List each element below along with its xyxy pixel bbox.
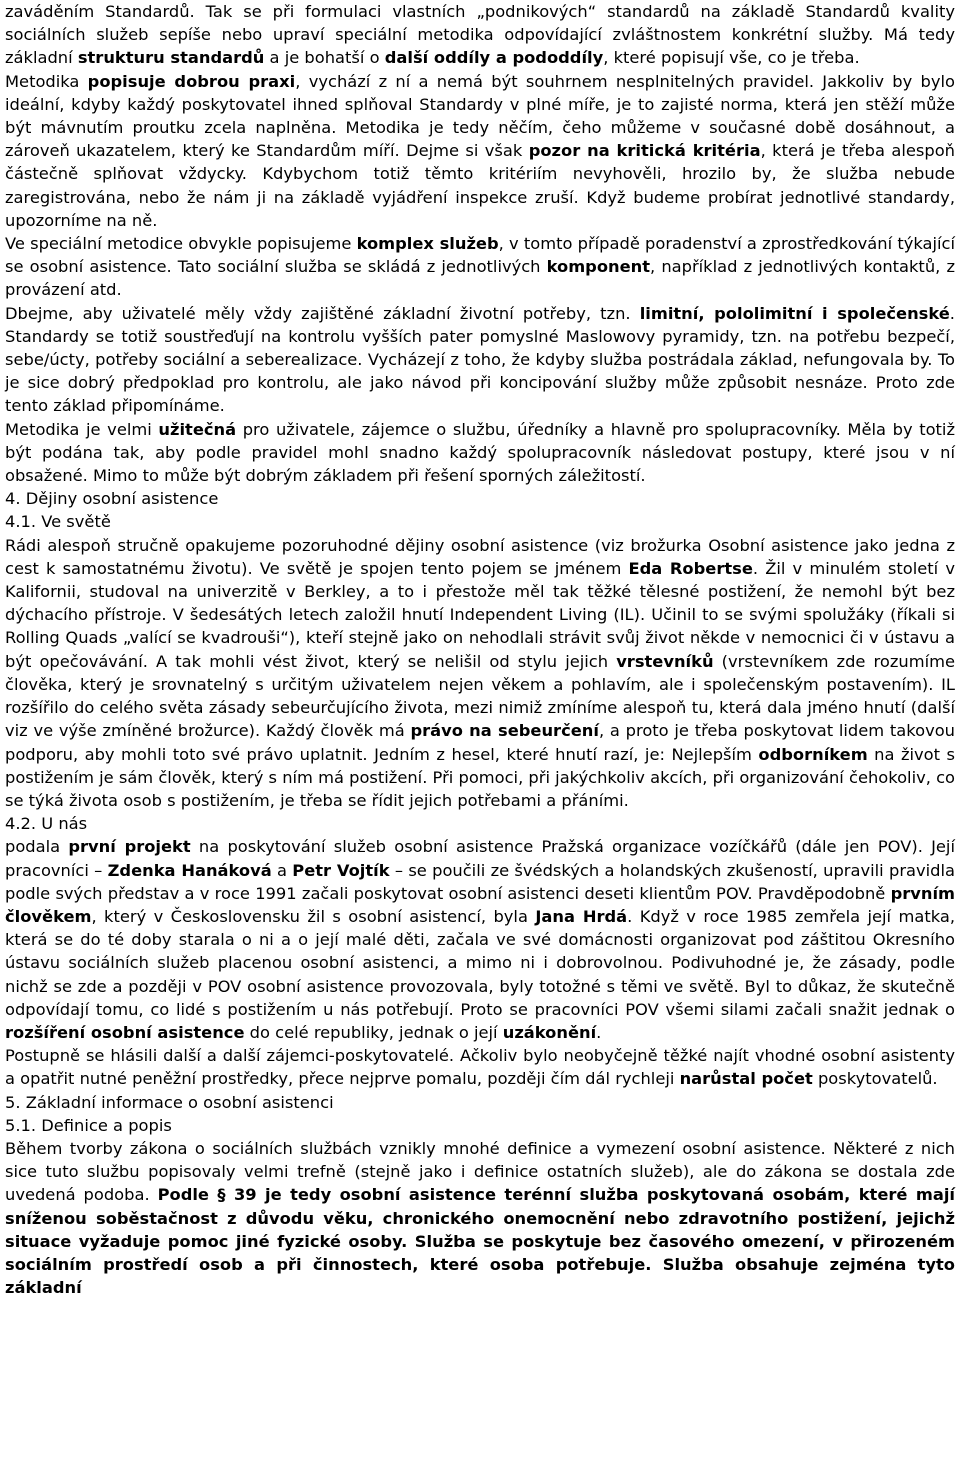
text-run: 5.1. Definice a popis — [5, 1115, 172, 1135]
bold-text-run: Jana Hrdá — [535, 906, 628, 926]
text-run: Dbejme, aby uživatelé měly vždy zajištěné základní životní potřeby, tzn. — [5, 303, 640, 323]
text-run: (vrstevníkem zde rozumíme člověka, který je srovnatelný s určitým uživatelem nejen věkem a pohlavím, ale i společenským postavením). IL rozšířilo do celého světa zásady sebeurčujícího života, mezi nimiž zmíníme alespoň tu, která dala jméno hnutí (další viz ve výše zmíněné brožurce). Každý člověk má — [5, 651, 955, 741]
body-paragraph — [5, 0, 955, 70]
text-run: – se poučili ze švédských a holandských zkušeností, upravili pravidla podle svých představ a v roce 1991 začali poskytovat osobní asistenci deseti klientům POV. Pravděpodobně — [5, 860, 955, 903]
text-run: pro uživatele, zájemce o službu, úředníky a hlavně pro spolupracovníky. Měla by totiž být podána tak, aby podle pravidel mohl snadno každý spolupracovník následovat postupy, které jsou v ní obsažené. Mimo to může být dobrým základem při řešení sporných záležitostí. — [5, 419, 956, 486]
section-heading — [5, 1114, 955, 1137]
bold-text-run: Petr Vojtík — [292, 860, 390, 880]
text-run: , vychází z ní a nemá být souhrnem nesplnitelných pravidel. Jakkoliv by bylo ideální, kdyby každý poskytovatel ihned splňoval Standardy v plné míře, je to zajisté norma, která jen stěží může být mávnutím proutku zcela naplněna. Metodika je tedy něčím, čeho můžeme v současné době dosáhnout, a zároveň ukazatelem, který ke Standardům míří. Dejme si však — [5, 71, 956, 161]
text-run: , a proto je třeba poskytovat lidem takovou podporu, aby mohli toto své právo uplatnit. Jedním z hesel, které hnutí razí, je: Nejlepším — [5, 721, 955, 764]
bold-text-run: pozor na kritická kritéria — [528, 141, 761, 161]
text-run: . Žil v minulém století v Kalifornii, studoval na univerzitě v Berkley, a to i přestože měl tak těžké tělesné postižení, že nemohl být bez dýchacího přístroje. V šedesátých letech založil hnutí Independent Living (IL). Učinil to se svými spolužáky (říkali si Rolling Quads „valící se kvadrouši“), kteří stejně jako on nehodlali strávit svůj život někde v nemocnici či v ústavu a být opečovávání. A tak mohli vést život, který se nelišil od stylu jejich — [5, 558, 955, 671]
bold-text-run: popisuje dobrou praxi — [87, 71, 296, 91]
bold-text-run: prvním člověkem — [5, 883, 955, 926]
text-run: 4. Dějiny osobní asistence — [5, 489, 219, 509]
text-run: 5. Základní informace o osobní asistenci — [5, 1092, 334, 1112]
text-run: zaváděním Standardů. Tak se při formulaci vlastních „podnikových“ standardů na základě Standardů kvality sociálních služeb sepíše nebo upraví speciální metodika odpovídající zvláštnostem konkrétní služby. Má tedy základní — [5, 2, 955, 68]
body-paragraph — [5, 302, 955, 418]
bold-text-run: užitečná — [158, 419, 237, 439]
text-run: , která je třeba alespoň částečně splňovat vždycky. Kdybychom totiž těmto kritériím nevyhověli, hrozilo by, že služba nebude zaregistrována, nebo že nám ji na základě vyjádření inspekce zruší. Když budeme probírat jednotlivé standardy, upozorníme na ně. — [5, 141, 955, 230]
bold-text-run: první projekt — [68, 837, 191, 857]
text-run: 4.1. Ve světě — [5, 512, 111, 532]
text-run: , v tomto případě poradenství a zprostředkování týkající se osobní asistence. Tato sociální služba se skládá z jednotlivých — [5, 234, 955, 277]
text-run: poskytovatelů. — [812, 1069, 938, 1089]
text-run: a — [271, 860, 293, 880]
body-paragraph — [5, 70, 955, 232]
bold-text-run: limitní, pololimitní i společenské — [639, 303, 950, 323]
body-paragraph — [5, 835, 955, 1044]
section-heading — [5, 487, 955, 510]
text-run: Postupně se hlásili další a další zájemci-poskytovatelé. Ačkoliv bylo neobyčejně těžké najít vhodné osobní asistenty a opatřit nutné peněžní prostředky, přece nejprve pomalu, později čím dál rychleji — [5, 1046, 955, 1089]
section-heading — [5, 1091, 955, 1114]
text-run: . Standardy se totiž soustřeďují na kontrolu vyšších pater pomyslné Maslowovy pyramidy, tzn. na potřebu bezpečí, sebe/úcty, potřeby sociální a seberealizace. Vycházejí z toho, že kdyby služba postrádala základ, nefungovala by. To je sice dobrý předpoklad pro kontrolu, ale jako návod při koncipování služby může způsobit nesnáze. Proto zde tento základ připomínáme. — [5, 303, 955, 416]
section-heading — [5, 510, 955, 533]
bold-text-run: strukturu standardů — [77, 48, 265, 68]
bold-text-run: odborníkem — [758, 744, 868, 764]
text-run: , například z jednotlivých kontaktů, z provázení atd. — [5, 257, 955, 300]
text-run: na poskytování služeb osobní asistence Pražská organizace vozíčkářů (dále jen POV). Její pracovníci – — [5, 837, 955, 880]
text-run: podala — [5, 837, 69, 857]
text-run: a je bohatší o — [264, 48, 385, 68]
body-paragraph — [5, 534, 955, 812]
bold-text-run: právo na sebeurčení — [410, 721, 599, 741]
body-paragraph — [5, 1044, 955, 1090]
bold-text-run: další oddíly a pododdíly — [384, 48, 604, 68]
text-run: do celé republiky, jednak o její — [244, 1022, 503, 1042]
text-run: , které popisují vše, co je třeba. — [603, 48, 860, 68]
text-run: na život s postižením je sám člověk, který s ním má postižení. Při pomoci, při jakýchkoliv akcích, při organizování čehokoliv, co se týká života osob s postižením, je třeba se řídit jejich potřebami a přáními. — [5, 744, 955, 810]
bold-text-run: uzákonění — [502, 1022, 597, 1042]
text-run: . — [596, 1022, 602, 1042]
bold-text-run: komponent — [546, 257, 651, 277]
text-run: 4.2. U nás — [5, 814, 88, 834]
text-run: , který v Československu žil s osobní asistencí, byla — [91, 906, 536, 926]
bold-text-run: Podle § 39 je tedy osobní asistence terénní služba poskytovaná osobám, které mají sníženou soběstačnost z důvodu věku, chronického onemocnění nebo zdravotního postižení, jejichž situace vyžaduje pomoc jiné fyzické osoby. Služba se poskytuje bez časového omezení, v přirozeném sociálním prostředí osob a při činnostech, které osoba potřebuje. Služba obsahuje zejména tyto základní — [5, 1185, 955, 1298]
bold-text-run: Eda Robertse — [628, 558, 753, 578]
section-heading — [5, 812, 955, 835]
body-paragraph — [5, 418, 955, 488]
bold-text-run: vrstevníků — [616, 651, 714, 671]
text-run: Během tvorby zákona o sociálních službách vznikly mnohé definice a vymezení osobní asistence. Některé z nich sice tuto službu popisovaly velmi trefně (stejně jako i definice ostatních služeb), ale do zákona se dostala zde uvedená podoba. — [5, 1138, 955, 1205]
bold-text-run: Zdenka Hanáková — [107, 860, 272, 880]
text-run: Metodika je velmi — [5, 419, 159, 439]
bold-text-run: rozšíření osobní asistence — [5, 1022, 245, 1042]
text-run: Ve speciální metodice obvykle popisujeme — [5, 234, 357, 254]
bold-text-run: komplex služeb — [356, 234, 499, 254]
body-paragraph — [5, 232, 955, 302]
bold-text-run: narůstal počet — [679, 1069, 813, 1089]
text-run: Rádi alespoň stručně opakujeme pozoruhodné dějiny osobní asistence (viz brožurka Osobní asistence jako jedna z cest k samostatnému životu). Ve světě je spojen tento pojem se jménem — [5, 535, 955, 578]
body-paragraph — [5, 1137, 955, 1299]
text-run: Metodika — [5, 71, 88, 91]
text-run: . Když v roce 1985 zemřela její matka, která se do té doby starala o ni a o její malé děti, začala ve své domácnosti organizovat pod záštitou Okresního ústavu sociálních služeb placenou osobní asistenci, a mimo ni i dobrovolnou. Podivuhodné je, že zásady, podle nichž se zde a později v POV osobní asistence provozovala, byly totožné s těmi ve světě. Byl to důkaz, že skutečně odpovídají tomu, co lidé s postižením u nás potřebují. Proto se pracovníci POV všemi silami začali snažit jednak o — [5, 906, 955, 1019]
